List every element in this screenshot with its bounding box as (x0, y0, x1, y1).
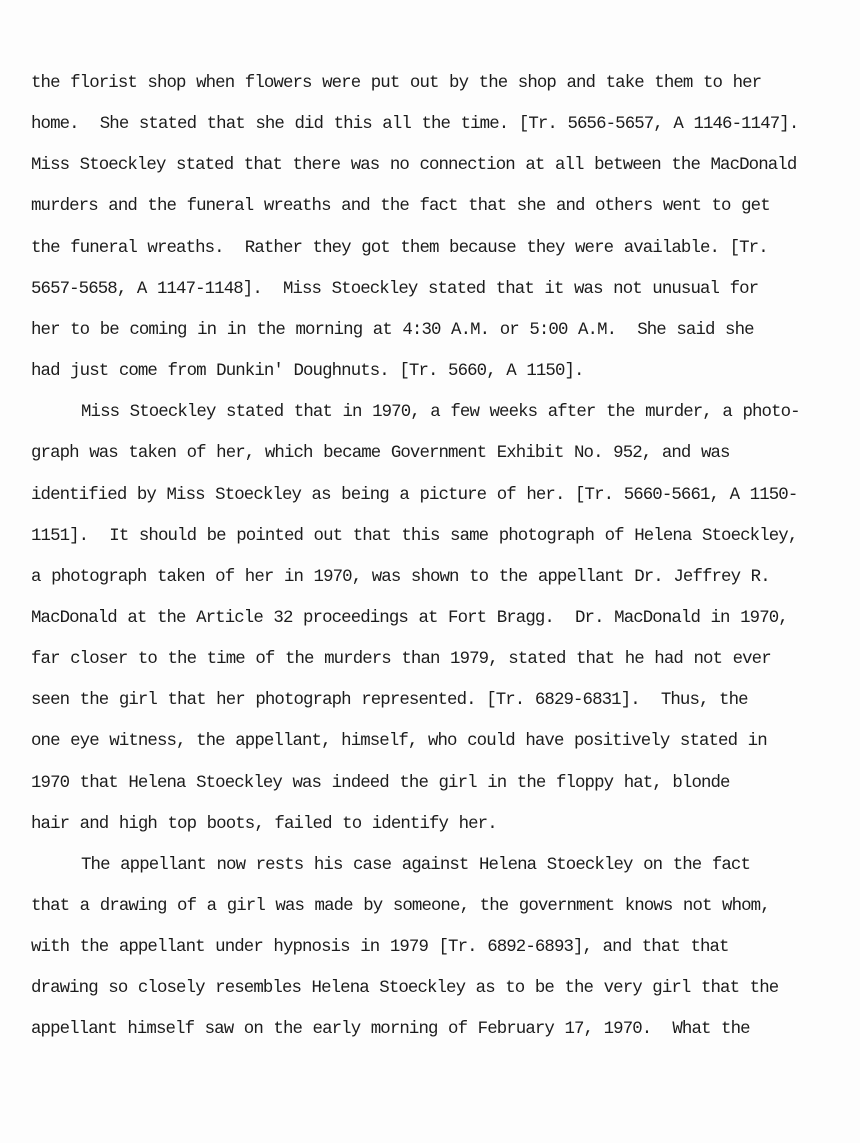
text-line: a photograph taken of her in 1970, was shown to the appellant Dr. Jeffrey R. (31, 567, 770, 587)
text-line: drawing so closely resembles Helena Stoeckley as to be the very girl that the (31, 979, 779, 999)
text-line: the florist shop when flowers were put out by the shop and take them to her (31, 74, 762, 93)
text-line: hair and high top boots, failed to identify her. (31, 814, 497, 834)
text-line: 1151]. It should be pointed out that this same photograph of Helena Stoeckley, (31, 526, 798, 546)
text-line: MacDonald at the Article 32 proceedings at Fort Bragg. Dr. MacDonald in 1970, (31, 608, 788, 628)
text-line: one eye witness, the appellant, himself, who could have positively stated in (31, 732, 767, 752)
text-line: murders and the funeral wreaths and the fact that she and others went to get (31, 197, 770, 217)
text-line: with the appellant under hypnosis in 1979 [Tr. 6892-6893], and that that (31, 938, 729, 958)
text-line: 5657-5658, A 1147-1148]. Miss Stoeckley stated that it was not unusual for (31, 279, 759, 299)
text-line: The appellant now rests his case against Helena Stoeckley on the fact (81, 855, 750, 875)
text-line: home. She stated that she did this all the time. [Tr. 5656-5657, A 1146-1147]. (31, 115, 799, 135)
text-line: Miss Stoeckley stated that there was no connection at all between the MacDonald (31, 156, 797, 176)
text-line: Miss Stoeckley stated that in 1970, a few weeks after the murder, a photo- (81, 403, 800, 423)
text-line: appellant himself saw on the early morning of February 17, 1970. What the (31, 1020, 750, 1040)
text-line: that a drawing of a girl was made by someone, the government knows not whom, (31, 897, 770, 916)
text-line: 1970 that Helena Stoeckley was indeed the girl in the floppy hat, blonde (31, 773, 730, 793)
text-line: seen the girl that her photograph represented. [Tr. 6829-6831]. Thus, the (31, 691, 748, 711)
text-line: her to be coming in in the morning at 4:30 A.M. or 5:00 A.M. She said she (31, 320, 754, 340)
text-line: graph was taken of her, which became Government Exhibit No. 952, and was (31, 444, 730, 464)
text-line: the funeral wreaths. Rather they got them because they were available. [Tr. (31, 238, 768, 258)
text-line: identified by Miss Stoeckley as being a picture of her. [Tr. 5660-5661, A 1150- (31, 485, 798, 505)
text-line: far closer to the time of the murders than 1979, stated that he had not ever (31, 650, 771, 670)
text-line: had just come from Dunkin' Doughnuts. [Tr. 5660, A 1150]. (31, 362, 584, 382)
